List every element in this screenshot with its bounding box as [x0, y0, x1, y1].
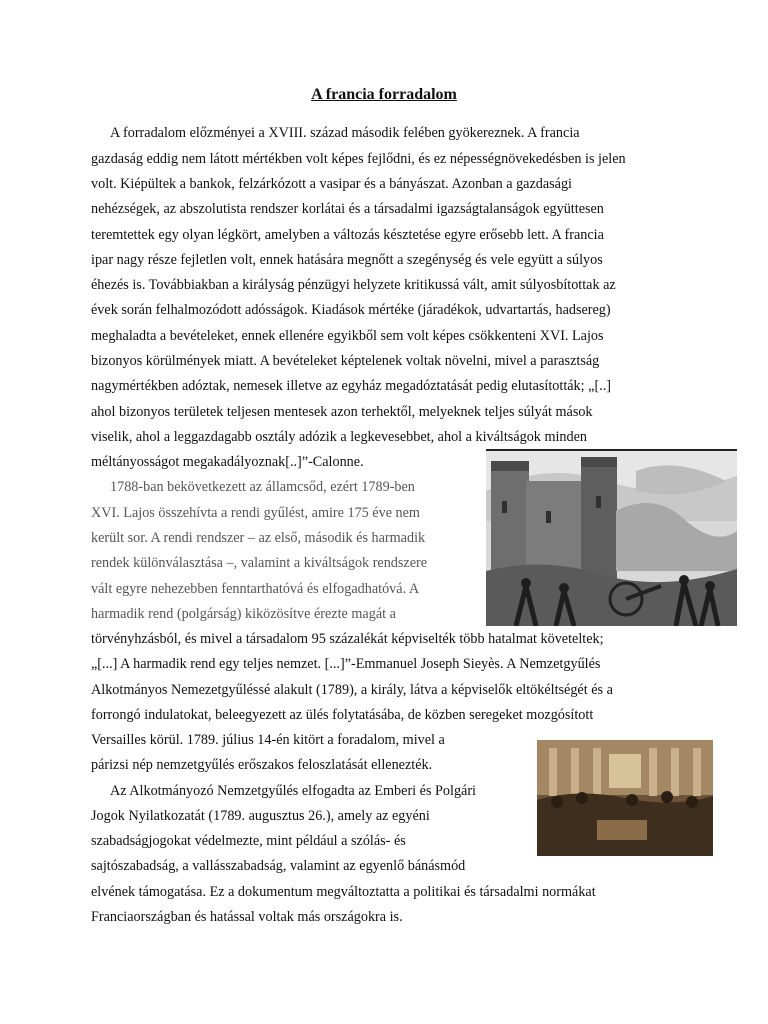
text-line: XVI. Lajos összehívta a rendi gyűlést, amire 175 éve nem [91, 505, 420, 521]
bastille-image [486, 449, 737, 626]
text-line: éhezés is. Továbbiakban a királyság pénzügyi helyzete kritikussá vált, amit súlyosbítottak az [91, 277, 616, 293]
text-line: teremtettek egy olyan légkört, amelyben a változás késztetése egyre erősebb lett. A francia [91, 227, 604, 243]
text-line: párizsi nép nemzetgyűlés erőszakos feloszlatását ellenezték. [91, 757, 433, 773]
text-line: 1788-ban bekövetkezett az államcsőd, ezért 1789-ben [110, 479, 415, 495]
assembly-image [537, 740, 713, 856]
text-line: nehézségek, az abszolutista rendszer korlátai és a társadalmi igazságtalanságok együttesen [91, 201, 604, 217]
text-line: harmadik rend (polgárság) kiközösítve érezte magát a [91, 606, 396, 622]
text-line: „[...] A harmadik rend egy teljes nemzet. [...]”-Emmanuel Joseph Sieyès. A Nemzetgyűlés [91, 656, 601, 672]
text-line: meghaladta a bevételeket, ennek ellenére egyikből sem volt képes csökkenteni XVI. Lajos [91, 328, 604, 344]
text-line: ipar nagy része fejletlen volt, ennek hatására megnőtt a szegénység és vele együtt a súlyos [91, 252, 603, 268]
text-line: nagymértékben adóztak, nemesek illetve az egyház megadóztatását pedig elutasították; „[..] [91, 378, 611, 394]
text-line: Jogok Nyilatkozatát (1789. augusztus 26.), amely az egyéni [91, 808, 430, 824]
text-line: viselik, ahol a leggazdagabb osztály adózik a legkevesebbet, ahol a kiváltságok minden [91, 429, 588, 445]
text-line: Alkotmányos Nemezetgyűléssé alakult (1789), a király, látva a képviselők eltökéltségét és a [91, 682, 613, 698]
text-line: bizonyos körülmények miatt. A bevételeket képtelenek voltak növelni, mivel a parasztság [91, 353, 600, 369]
text-line: gazdaság eddig nem látott mértékben volt képes fejlődni, és ez népességnövekedésben is jelen [91, 151, 626, 167]
text-line: sajtószabadság, a vallásszabadság, valamint az egyenlő bánásmód [91, 858, 466, 874]
text-line: ahol bizonyos területek teljesen mentesek azon terhektől, melyeknek teljes súlyát mások [91, 404, 593, 420]
bastille-image-drawing [486, 451, 737, 626]
text-line: rendek különválasztása –, valamint a kiváltságok rendszere [91, 555, 428, 571]
text-line: elvének támogatása. Ez a dokumentum megváltoztatta a politikai és társadalmi normákat [91, 884, 596, 900]
text-line: Franciaországban és hatással voltak más országokra is. [91, 909, 403, 925]
text-line: A forradalom előzményei a XVIII. század második felében gyökereznek. A francia [110, 125, 580, 141]
document-title: A francia forradalom [311, 86, 457, 103]
assembly-image-drawing [537, 740, 713, 856]
text-line: méltányosságot megakadályoznak[..]”-Calonne. [91, 454, 364, 470]
text-line: forrongó indulatokat, beleegyezett az ülés folytatásába, de közben seregeket mozgósított [91, 707, 594, 723]
text-line: törvényhzásból, és mivel a társadalom 95 százalékát képviselték több hatalmat követeltek; [91, 631, 604, 647]
text-line: került sor. A rendi rendszer – az első, második és harmadik [91, 530, 426, 546]
text-line: Az Alkotmányozó Nemzetgyűlés elfogadta az Emberi és Polgári [110, 783, 476, 799]
text-line: volt. Kiépültek a bankok, felzárkózott a vasipar és a bányászat. Azonban a gazdasági [91, 176, 573, 192]
text-line: vált egyre nehezebben fenntarthatóvá és elfogadhatóvá. A [91, 581, 420, 597]
text-line: évek során felhalmozódott adósságok. Kiadások mértéke (járadékok, udvartartás, hadsereg) [91, 302, 611, 318]
text-line: szabadságjogokat védelmezte, mint például a szólás- és [91, 833, 406, 849]
text-line: Versailles körül. 1789. július 14-én kitört a foradalom, mivel a [91, 732, 445, 748]
